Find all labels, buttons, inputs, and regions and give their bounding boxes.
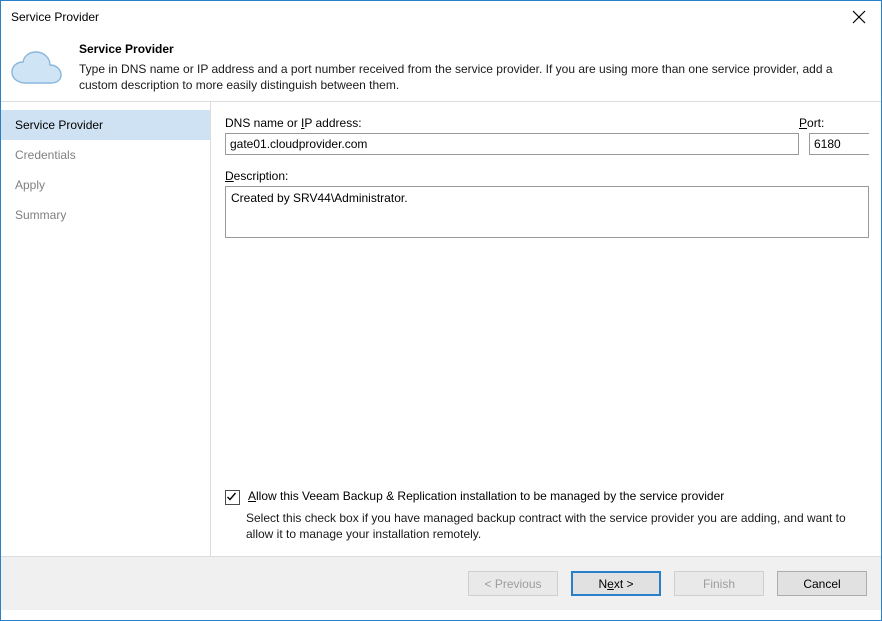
header-description: Type in DNS name or IP address and a port number received from the service provider. If you are using more than one service provider, add a custom description to more easily distinguish between them.	[79, 62, 833, 92]
dns-name-input[interactable]	[225, 133, 799, 155]
managed-checkbox[interactable]	[225, 490, 240, 505]
wizard-footer	[1, 556, 881, 610]
description-label-post: escription:	[233, 169, 289, 183]
managed-checkbox-hint: Select this check box if you have managed backup contract with the service provider you are adding, and want to allow it to manage your installation remotely.	[246, 511, 846, 541]
dns-label-mnemonic: I	[301, 116, 305, 130]
sidebar-item-label: Service Provider	[15, 118, 104, 132]
port-field-label	[799, 116, 869, 130]
dns-label-pre: DNS name or	[225, 116, 302, 130]
cancel-button[interactable]: Cancel	[777, 571, 867, 596]
managed-checkbox-row[interactable]	[225, 489, 875, 505]
next-label-mnemonic: e	[607, 576, 614, 591]
header-text-block	[79, 38, 881, 93]
sidebar-item-credentials[interactable]	[1, 140, 210, 170]
window-title: Service Provider	[11, 9, 100, 24]
sidebar-item-summary[interactable]	[1, 200, 210, 230]
next-button[interactable]	[571, 571, 661, 596]
next-label-pre: N	[598, 576, 608, 591]
sidebar-item-service-provider[interactable]	[1, 110, 210, 140]
managed-label-mnemonic: A	[248, 489, 257, 503]
sidebar-item-label: Apply	[15, 178, 46, 192]
finish-button[interactable]: Finish	[674, 571, 764, 596]
sidebar-item-label: Credentials	[15, 148, 76, 162]
description-input[interactable]	[225, 186, 869, 238]
close-icon[interactable]	[836, 1, 881, 32]
description-label-mnemonic: D	[225, 169, 234, 183]
managed-checkbox-label	[248, 489, 724, 504]
wizard-header	[1, 32, 881, 102]
cloud-glyph	[10, 50, 70, 88]
sidebar-item-apply[interactable]	[1, 170, 210, 200]
next-label-post: xt >	[613, 576, 634, 591]
wizard-body	[1, 102, 881, 556]
port-input[interactable]	[810, 134, 882, 154]
dns-label-post: P address:	[304, 116, 362, 130]
checkmark-icon	[226, 491, 237, 502]
port-label-post: ort:	[807, 116, 825, 130]
previous-button[interactable]: < Previous	[468, 571, 558, 596]
field-inputs-row	[225, 133, 869, 155]
titlebar	[1, 1, 881, 32]
managed-option-block	[225, 489, 875, 542]
sidebar-item-label: Summary	[15, 208, 67, 222]
dns-field-label	[225, 116, 799, 130]
managed-label-post: llow this Veeam Backup & Replication installation to be managed by the service provider	[256, 489, 725, 503]
cloud-icon	[1, 38, 79, 88]
wizard-step-sidebar	[1, 102, 211, 556]
close-glyph	[852, 10, 866, 24]
header-title: Service Provider	[79, 42, 174, 56]
description-field-label	[225, 169, 869, 183]
wizard-content	[211, 102, 882, 556]
field-labels-row	[225, 116, 869, 130]
port-stepper[interactable]	[809, 133, 869, 155]
port-label-mnemonic: P	[799, 116, 808, 130]
